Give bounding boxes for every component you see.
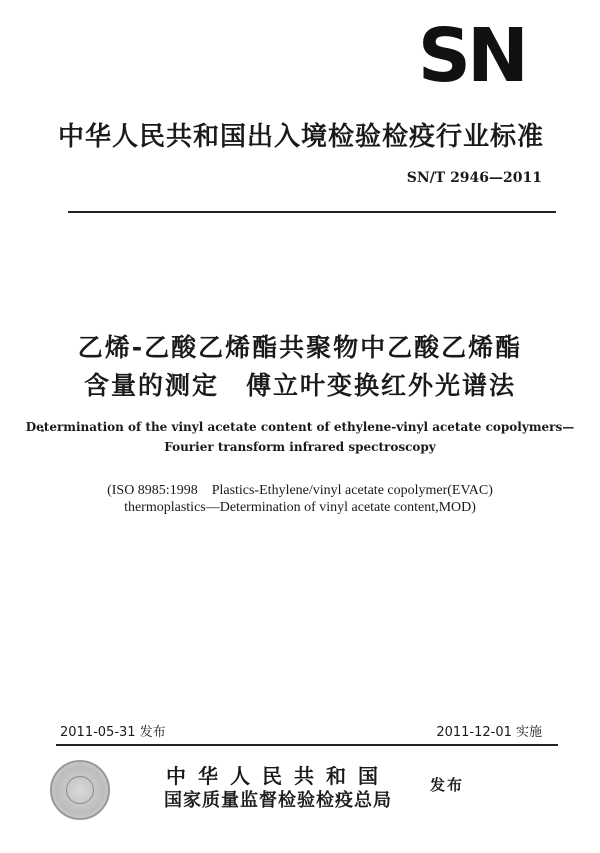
english-title-line-1: Determination of the vinyl acetate content of ethylene-vinyl acetate copolymers— — [25, 420, 575, 434]
implementation-date: 2011-12-01 实施 — [436, 725, 542, 740]
iso-reference-line-1: (ISO 8985:1998 Plastics-Ethylene/vinyl acetate copolymer(EVAC) — [107, 483, 493, 498]
chinese-title-line-2: 含量的测定 傅立叶变换红外光谱法 — [83, 371, 516, 400]
standard-category-title: 中华人民共和国出入境检验检疫行业标准 — [58, 122, 545, 152]
sn-logo: SN — [417, 13, 525, 99]
issuer-line-2: 国家质量监督检验检疫总局 — [164, 790, 392, 811]
bottom-divider — [56, 744, 558, 746]
standard-number: SN/T 2946—2011 — [406, 170, 542, 186]
publish-label: 发布 — [430, 776, 465, 794]
issue-date: 2011-05-31 发布 — [60, 725, 166, 740]
english-title-line-2: Fourier transform infrared spectroscopy — [164, 440, 436, 454]
issuer-line-1: 中华人民共和国 — [166, 764, 390, 788]
iso-reference-line-2: thermoplastics—Determination of vinyl acetate content,MOD) — [124, 500, 476, 515]
top-divider — [68, 211, 556, 213]
chinese-title-line-1: 乙烯-乙酸乙烯酯共聚物中乙酸乙烯酯 — [77, 333, 523, 362]
official-seal-icon — [50, 760, 110, 820]
